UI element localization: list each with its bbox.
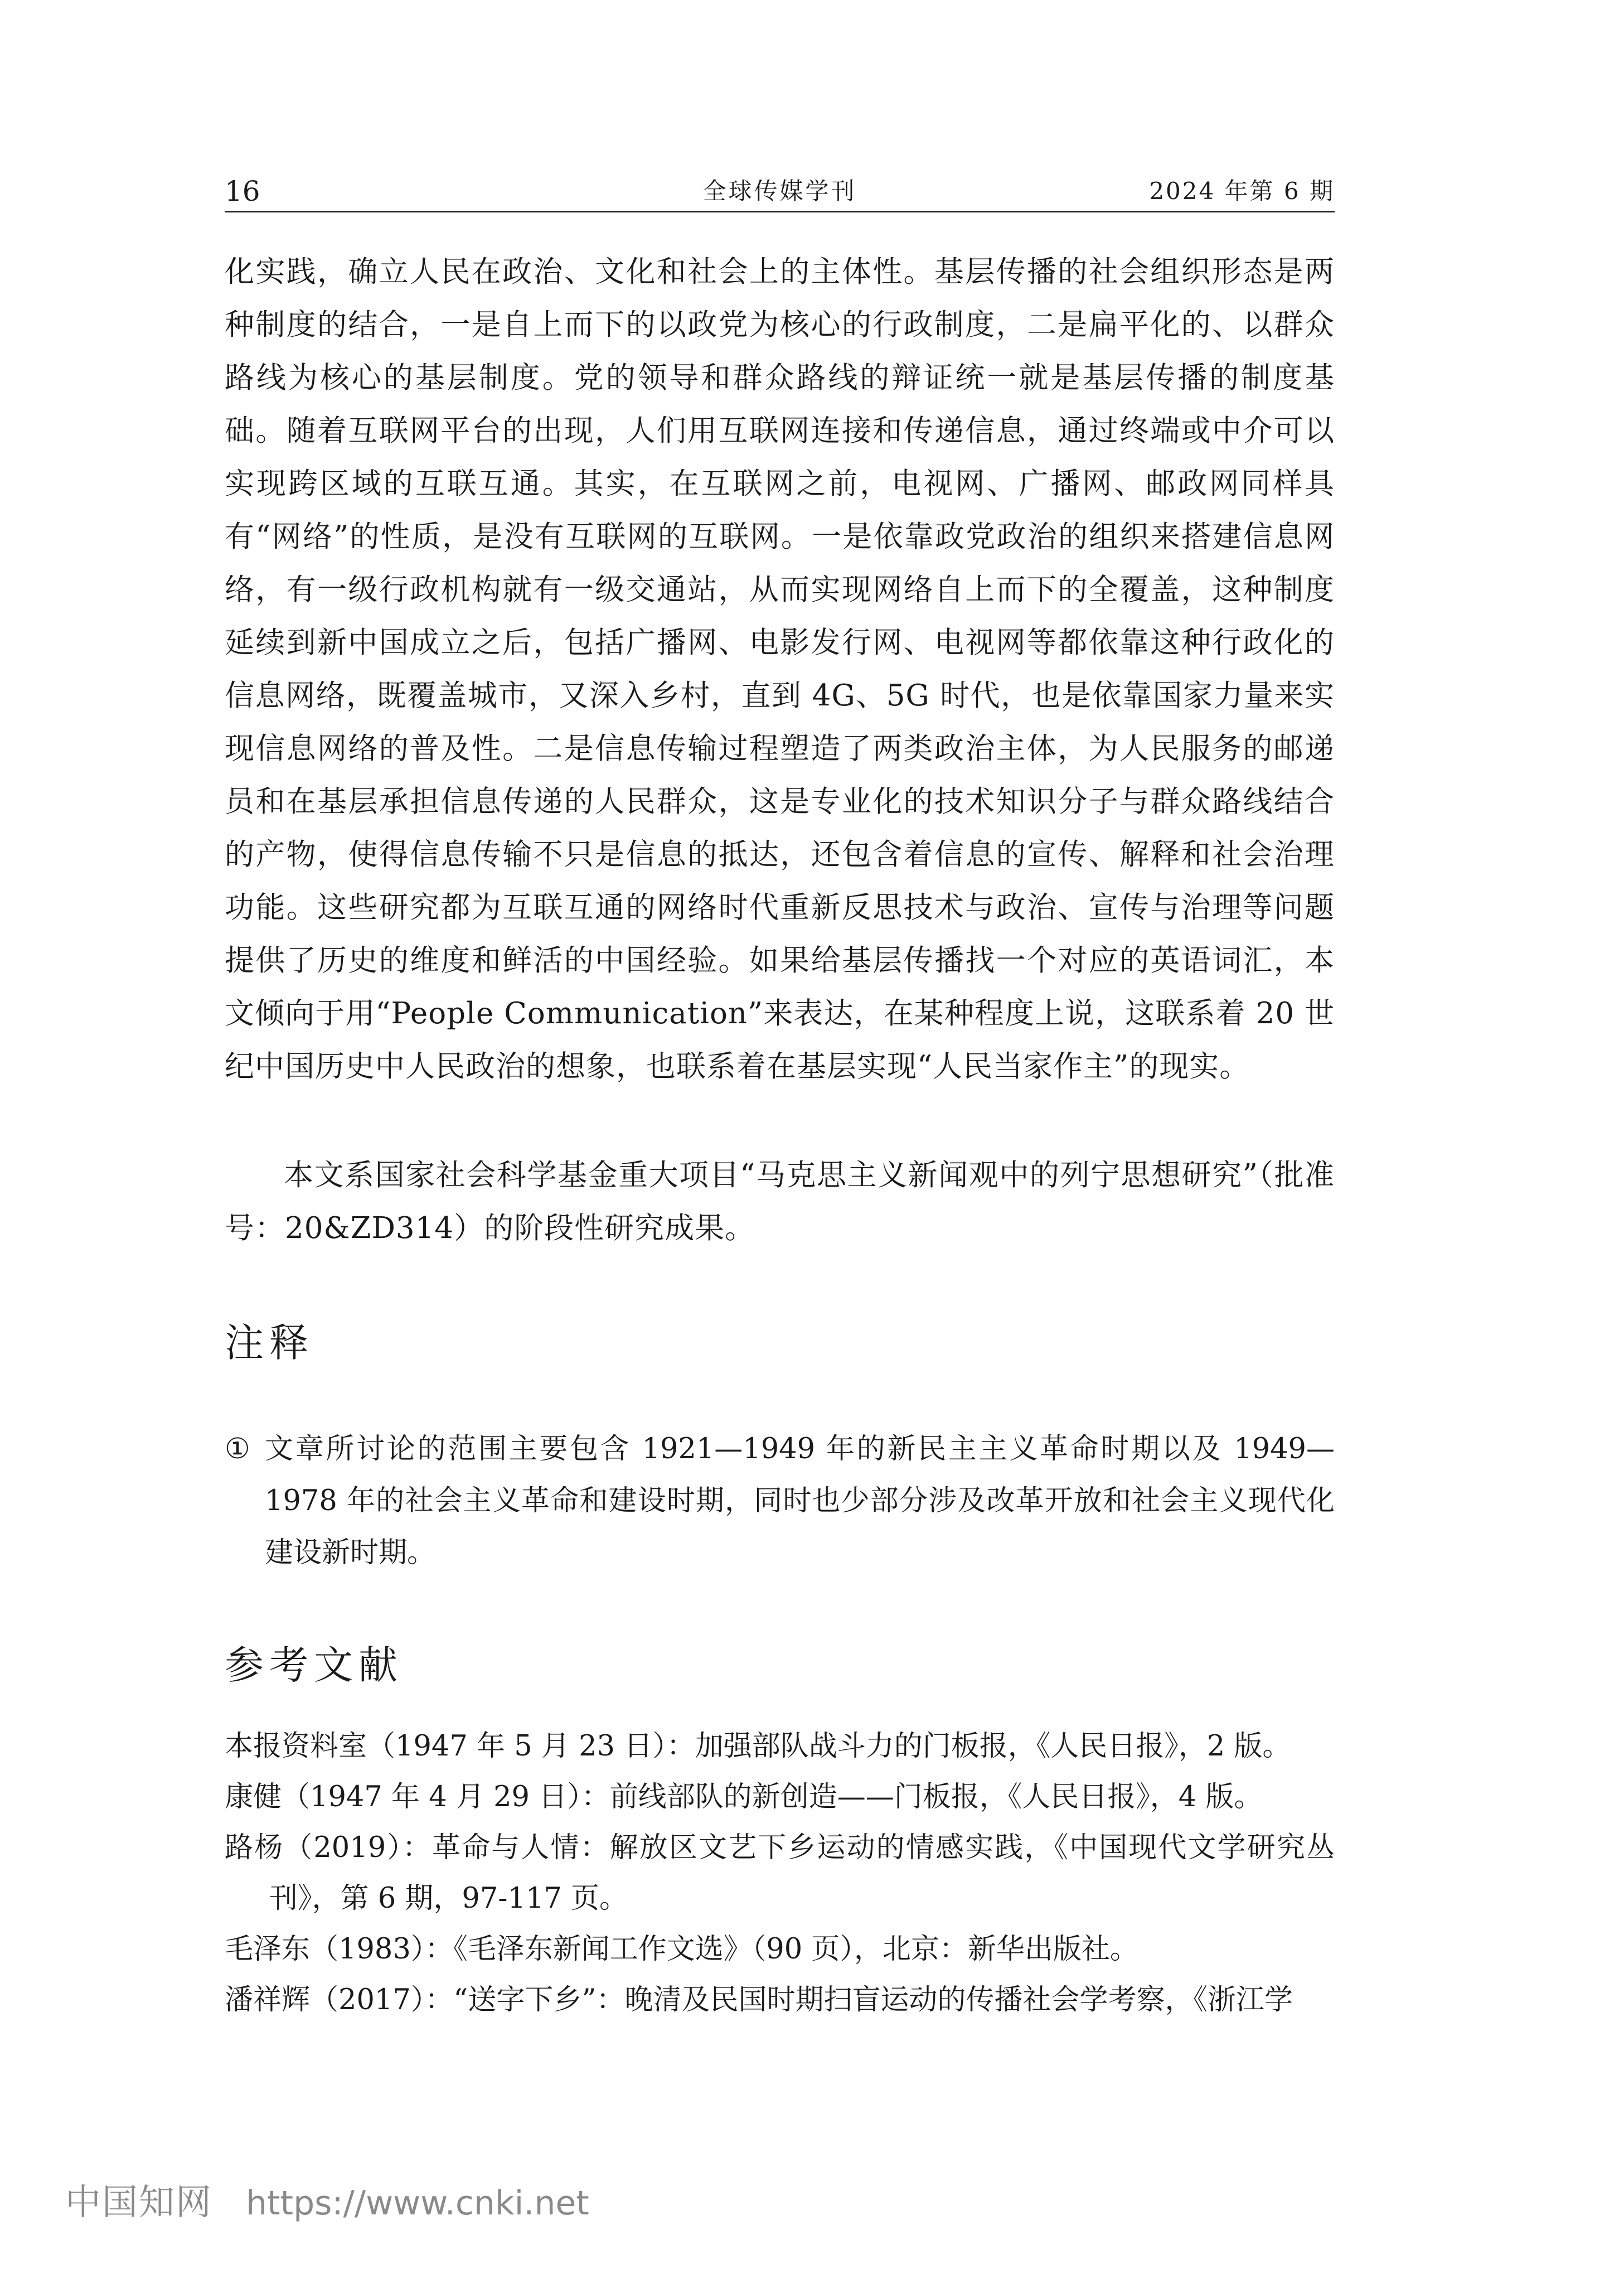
note-item <box>225 1423 1335 1579</box>
reference-item: 路杨（2019）：革命与人情：解放区文艺下乡运动的情感实践，《中国现代文学研究丛刊》，第 6 期，97-117 页。 <box>225 1831 1335 1915</box>
running-header <box>225 172 1335 212</box>
watermark-url: https://www.cnki.net <box>246 2184 589 2223</box>
reference-item: 康健（1947 年 4 月 29 日）：前线部队的新创造——门板报，《人民日报》，4 版。 <box>225 1781 1263 1813</box>
issue-label: 2024 年第 6 期 <box>1149 177 1335 205</box>
watermark-site-name: 中国知网 <box>65 2182 212 2223</box>
reference-list <box>225 1721 1335 2025</box>
note-marker: ① <box>225 1433 250 1465</box>
cnki-watermark <box>65 2178 589 2228</box>
funding-note: 本文系国家社会科学基金重大项目“马克思主义新闻观中的列宁思想研究”（批准号：20&ZD314）的阶段性研究成果。 <box>225 1158 1335 1245</box>
reference-item: 潘祥辉（2017）：“送字下乡”：晚清及民国时期扫盲运动的传播社会学考察，《浙江学 <box>225 1984 1293 2016</box>
reference-item: 毛泽东（1983）：《毛泽东新闻工作文选》（90 页），北京：新华出版社。 <box>225 1933 1138 1966</box>
reference-item: 本报资料室（1947 年 5 月 23 日）：加强部队战斗力的门板报，《人民日报》，2 版。 <box>225 1730 1291 1763</box>
journal-name: 全球传媒学刊 <box>702 177 857 205</box>
body-paragraph: 化实践，确立人民在政治、文化和社会上的主体性。基层传播的社会组织形态是两种制度的结合，一是自上而下的以政党为核心的行政制度，二是扁平化的、以群众路线为核心的基层制度。党的领导和群众路线的辩证统一就是基层传播的制度基础。随着互联网平台的出现，人们用互联网连接和传递信息，通过终端或中介可以实现跨区域的互联互通。其实，在互联网之前，电视网、广播网、邮政网同样具有“网络”的性质，是没有互联网的互联网。一是依靠政党政治的组织来搭建信息网络，有一级行政机构就有一级交通站，从而实现网络自上而下的全覆盖，这种制度延续到新中国成立之后，包括广播网、电影发行网、电视网等都依靠这种行政化的信息网络，既覆盖城市，又深入乡村，直到 4G、5G 时代，也是依靠国家力量来实现信息网络的普及性。二是信息传输过程塑造了两类政治主体，为人民服务的邮递员和在基层承担信息传递的人民群众，这是专业化的技术知识分子与群众路线结合的产物，使得信息传输不只是信息的抵达，还包含着信息的宣传、解释和社会治理功能。这些研究都为互联互通的网络时代重新反思技术与政治、宣传与治理等问题提供了历史的维度和鲜活的中国经验。如果给基层传播找一个对应的英语词汇，本文倾向于用“People Communication”来表达，在某种程度上说，这联系着 20 世纪中国历史中人民政治的想象，也联系着在基层实现“人民当家作主”的现实。 <box>225 255 1335 1084</box>
references-heading: 参考文献 <box>225 1642 403 1688</box>
page-number: 16 <box>225 175 260 207</box>
notes-heading: 注释 <box>225 1320 314 1366</box>
note-text: 文章所讨论的范围主要包含 1921—1949 年的新民主主义革命时期以及 1949—1978 年的社会主义革命和建设时期，同时也少部分涉及改革开放和社会主义现代化建设新时期。 <box>265 1433 1335 1569</box>
